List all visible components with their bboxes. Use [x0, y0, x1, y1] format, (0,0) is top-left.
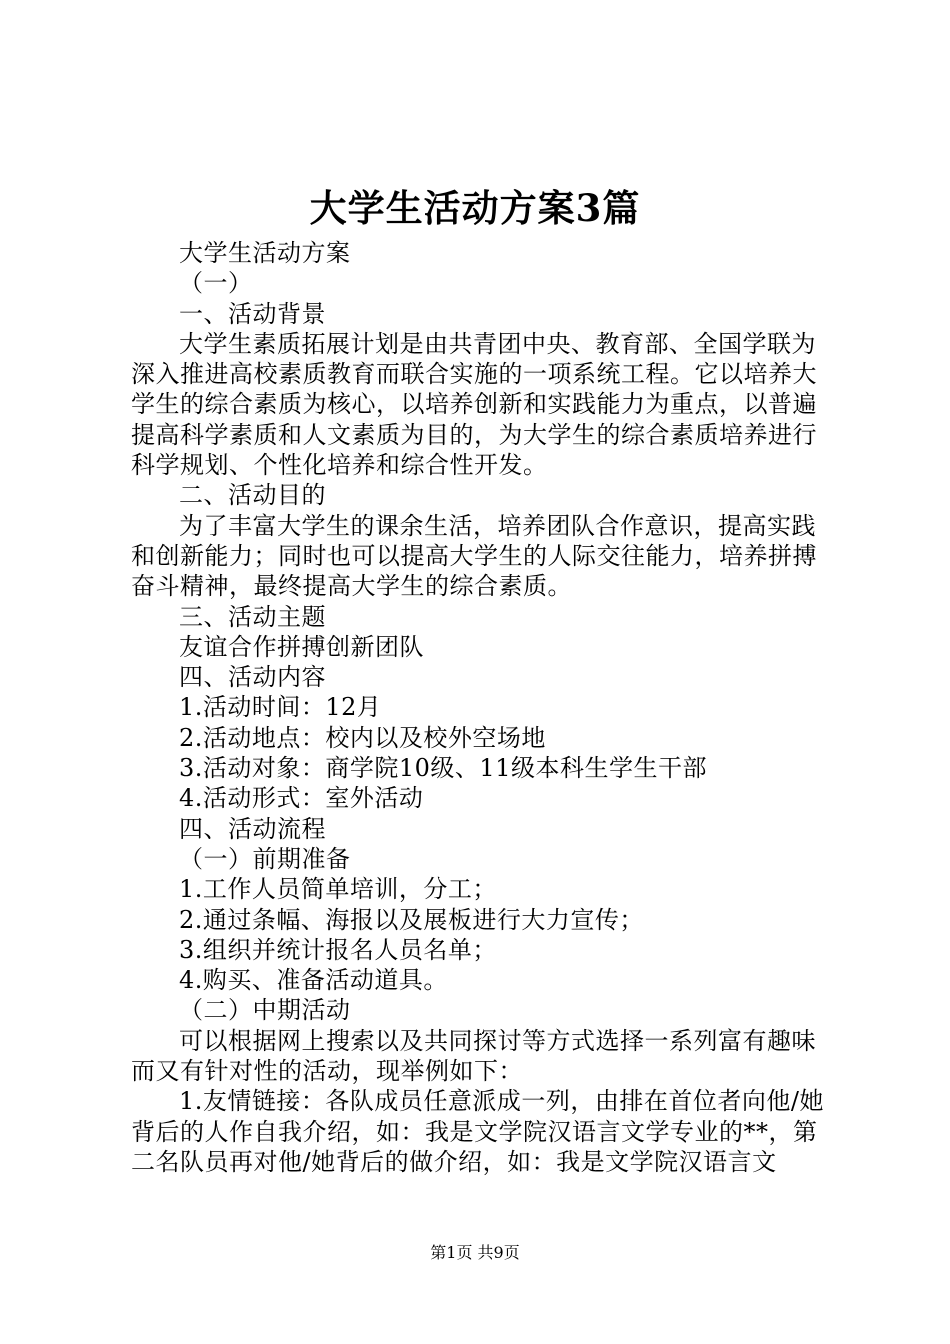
- subheading-preparation: （一）前期准备: [179, 844, 351, 873]
- list-item: 4.购买、准备活动道具。: [179, 966, 448, 995]
- list-item: 3.活动对象：商学院10级、11级本科生学生干部: [179, 754, 707, 783]
- paragraph-example: 1.友情链接：各队成员任意派成一列，由排在首位者向他/她背后的人作自我介绍，如：我是文学院汉语言文学专业的**，第二名队员再对他/她背后的做介绍，如：我是文学院汉语言文: [131, 1087, 824, 1176]
- heading-theme: 三、活动主题: [179, 602, 326, 631]
- paragraph-purpose: 为了丰富大学生的课余生活，培养团队合作意识，提高实践和创新能力；同时也可以提高大学生的人际交往能力，培养拼搏奋斗精神，最终提高大学生的综合素质。: [131, 511, 817, 601]
- subtitle: 大学生活动方案: [179, 239, 351, 267]
- list-item: 3.组织并统计报名人员名单；: [179, 935, 497, 964]
- document-title: 大学生活动方案3篇: [309, 186, 641, 230]
- heading-purpose: 二、活动目的: [179, 481, 326, 510]
- list-item: 2.活动地点：校内以及校外空场地: [179, 723, 546, 752]
- list-item: 2.通过条幅、海报以及展板进行大力宣传；: [179, 905, 644, 934]
- list-item: 1.工作人员简单培训，分工；: [179, 875, 497, 904]
- heading-process: 四、活动流程: [179, 814, 326, 843]
- paragraph-midterm: 可以根据网上搜索以及共同探讨等方式选择一系列富有趣味而又有针对性的活动，现举例如下：: [131, 1026, 816, 1086]
- page-footer: 第1页 共9页: [430, 1243, 520, 1262]
- section-number: （一）: [179, 269, 253, 298]
- heading-content: 四、活动内容: [179, 663, 326, 692]
- list-item: 4.活动形式：室外活动: [179, 784, 424, 813]
- heading-background: 一、活动背景: [179, 299, 326, 328]
- paragraph-background: 大学生素质拓展计划是由共青团中央、教育部、全国学联为深入推进高校素质教育而联合实施的一项系统工程。它以培养大学生的综合素质为核心，以培养创新和实践能力为重点，以普遍提高科学素质和人文素质为目的，为大学生的综合素质培养进行科学规划、个性化培养和综合性开发。: [131, 329, 817, 480]
- paragraph-theme: 友谊合作拼搏创新团队: [179, 632, 424, 661]
- subheading-midterm: （二）中期活动: [179, 996, 351, 1025]
- list-item: 1.活动时间：12月: [179, 693, 382, 722]
- document-body: [131, 238, 831, 1177]
